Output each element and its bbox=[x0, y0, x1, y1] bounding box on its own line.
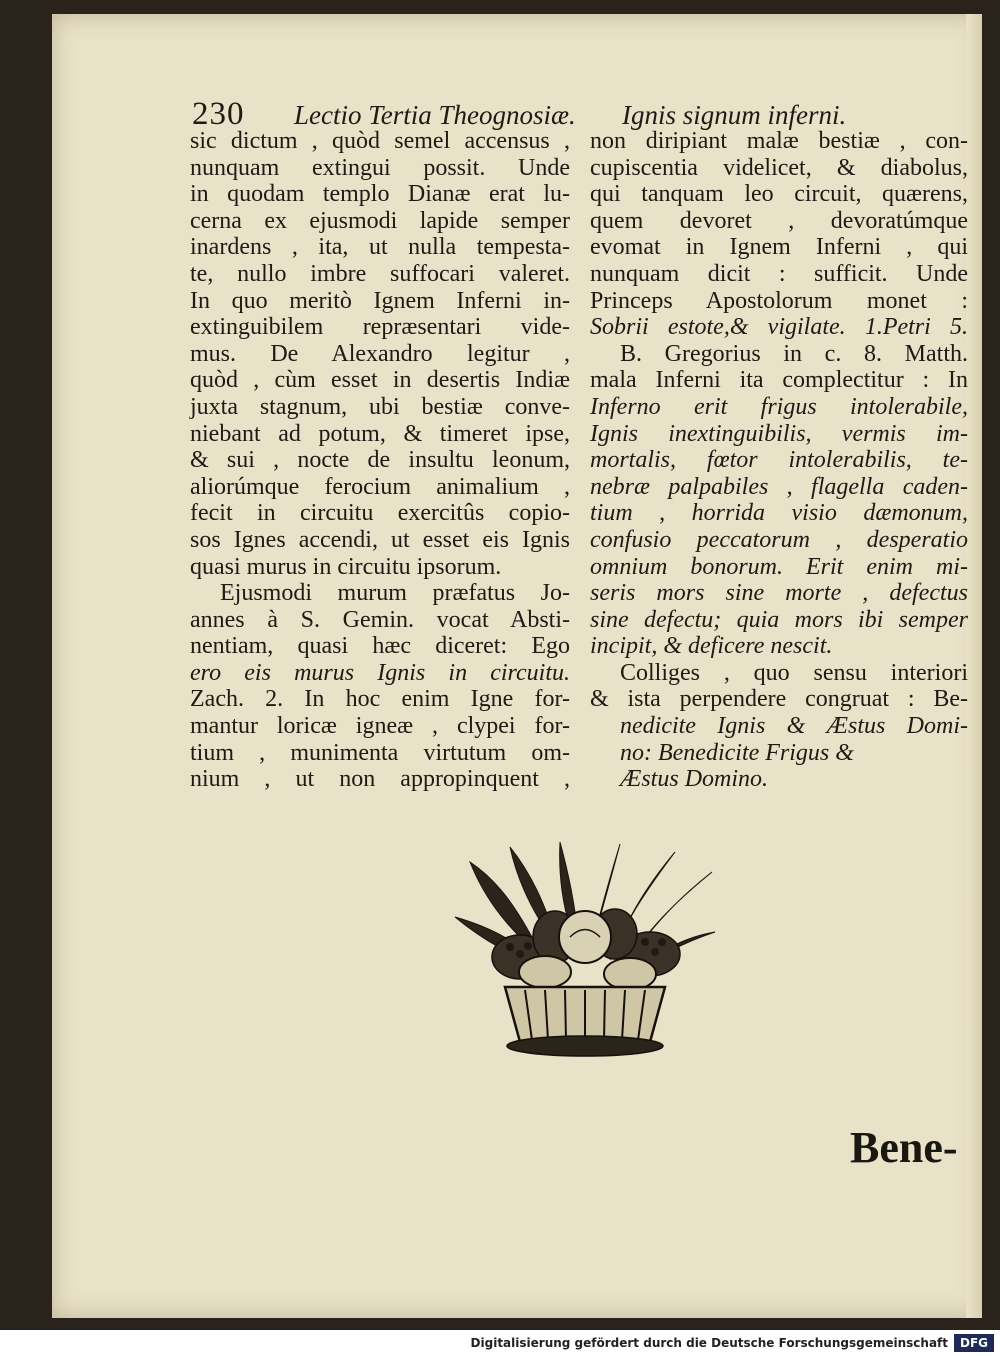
text-line: & ista perpendere congruat : Be- bbox=[590, 686, 968, 713]
fruit-basket-woodcut-icon bbox=[450, 842, 720, 1062]
text-line: mantur loricæ igneæ , clypei for- bbox=[190, 713, 570, 740]
text-line: fecit in circuitu exercitûs copio- bbox=[190, 500, 570, 527]
text-line: Ignis inextinguibilis, vermis im- bbox=[590, 420, 968, 447]
text-line: juxta stagnum, ubi bestiæ conve- bbox=[190, 393, 570, 420]
text-line: no: Benedicite Frigus & bbox=[620, 739, 854, 766]
text-line: nunquam dicit : sufficit. Unde bbox=[590, 260, 968, 287]
digitization-credit: Digitalisierung gefördert durch die Deutsche Forschungsgemeinschaft bbox=[470, 1336, 948, 1350]
text-line: & sui , nocte de insultu leonum, bbox=[190, 447, 570, 474]
text-line: nunquam extingui possit. Unde bbox=[190, 154, 570, 181]
text-line: ero eis murus Ignis in circuitu. bbox=[190, 659, 570, 686]
text-line: cerna ex ejusmodi lapide semper bbox=[190, 207, 570, 234]
text-line: sos Ignes accendi, ut esset eis Ignis bbox=[190, 526, 570, 553]
text-line: mortalis, fœtor intolerabilis, te- bbox=[590, 447, 968, 474]
running-head: Lectio Tertia Theognosiæ. bbox=[294, 100, 576, 130]
text-line: Æstus Domino. bbox=[620, 766, 769, 793]
page-number: 230 bbox=[192, 96, 245, 132]
text-line: quòd , cùm esset in desertis Indiæ bbox=[190, 367, 570, 394]
text-line: qui tanquam leo circuit, quærens, bbox=[590, 181, 968, 208]
text-line: sic dictum , quòd semel accensus , bbox=[190, 128, 570, 154]
dfg-logo: DFG bbox=[954, 1334, 994, 1352]
footer-bar bbox=[0, 1330, 1000, 1356]
book-page bbox=[52, 14, 982, 1318]
text-line: quem devoret , devoratúmque bbox=[590, 207, 968, 234]
text-line: te, nullo imbre suffocari valeret. bbox=[190, 260, 570, 287]
text-line: evomat in Ignem Inferni , qui bbox=[590, 234, 968, 261]
text-line: Ejusmodi murum præfatus Jo- bbox=[220, 580, 570, 607]
text-line: Sobrii estote,& vigilate. 1.Petri 5. bbox=[590, 314, 968, 341]
text-line: extinguibilem repræsentari vide- bbox=[190, 314, 570, 341]
text-line: cupiscentia videlicet, & diabolus, bbox=[590, 154, 968, 181]
text-line: confusio peccatorum , desperatio bbox=[590, 526, 968, 553]
text-line: aliorúmque ferocium animalium , bbox=[190, 473, 570, 500]
page-edge-shadow bbox=[966, 14, 982, 1318]
text-line: tium , munimenta virtutum om- bbox=[190, 739, 570, 766]
text-line: B. Gregorius in c. 8. Matth. bbox=[620, 340, 968, 367]
text-line: Zach. 2. In hoc enim Igne for- bbox=[190, 686, 570, 713]
text-line: niebant ad potum, & timeret ipse, bbox=[190, 420, 570, 447]
right-text-column bbox=[590, 128, 968, 793]
right-running-head: Ignis signum inferni. bbox=[622, 100, 847, 130]
text-line: tium , horrida visio dæmonum, bbox=[590, 500, 968, 527]
text-line: sine defectu; quia mors ibi semper bbox=[590, 606, 968, 633]
text-line: nium , ut non appropinquent , bbox=[190, 766, 570, 793]
text-line: nedicite Ignis & Æstus Domi- bbox=[620, 713, 968, 740]
text-line: mus. De Alexandro legitur , bbox=[190, 340, 570, 367]
text-line: inardens , ita, ut nulla tempesta- bbox=[190, 234, 570, 261]
text-line: quasi murus in circuitu ipsorum. bbox=[190, 553, 502, 580]
text-line: nebræ palpabiles , flagella caden- bbox=[590, 473, 968, 500]
text-line: Colliges , quo sensu interiori bbox=[620, 659, 968, 686]
text-line: omnium bonorum. Erit enim mi- bbox=[590, 553, 968, 580]
text-line: in quodam templo Dianæ erat lu- bbox=[190, 181, 570, 208]
text-line: In quo meritò Ignem Inferni in- bbox=[190, 287, 570, 314]
text-line: Inferno erit frigus intolerabile, bbox=[590, 393, 968, 420]
text-line: annes à S. Gemin. vocat Absti- bbox=[190, 606, 570, 633]
text-line: non diripiant malæ bestiæ , con- bbox=[590, 128, 968, 154]
text-line: incipit, & deficere nescit. bbox=[590, 633, 833, 660]
text-line: nentiam, quasi hæc diceret: Ego bbox=[190, 633, 570, 660]
text-line: mala Inferni ita complectitur : In bbox=[590, 367, 968, 394]
catchword: Bene- bbox=[850, 1123, 958, 1172]
left-text-column bbox=[190, 128, 570, 793]
text-line: seris mors sine morte , defectus bbox=[590, 580, 968, 607]
text-line: Princeps Apostolorum monet : bbox=[590, 287, 968, 314]
